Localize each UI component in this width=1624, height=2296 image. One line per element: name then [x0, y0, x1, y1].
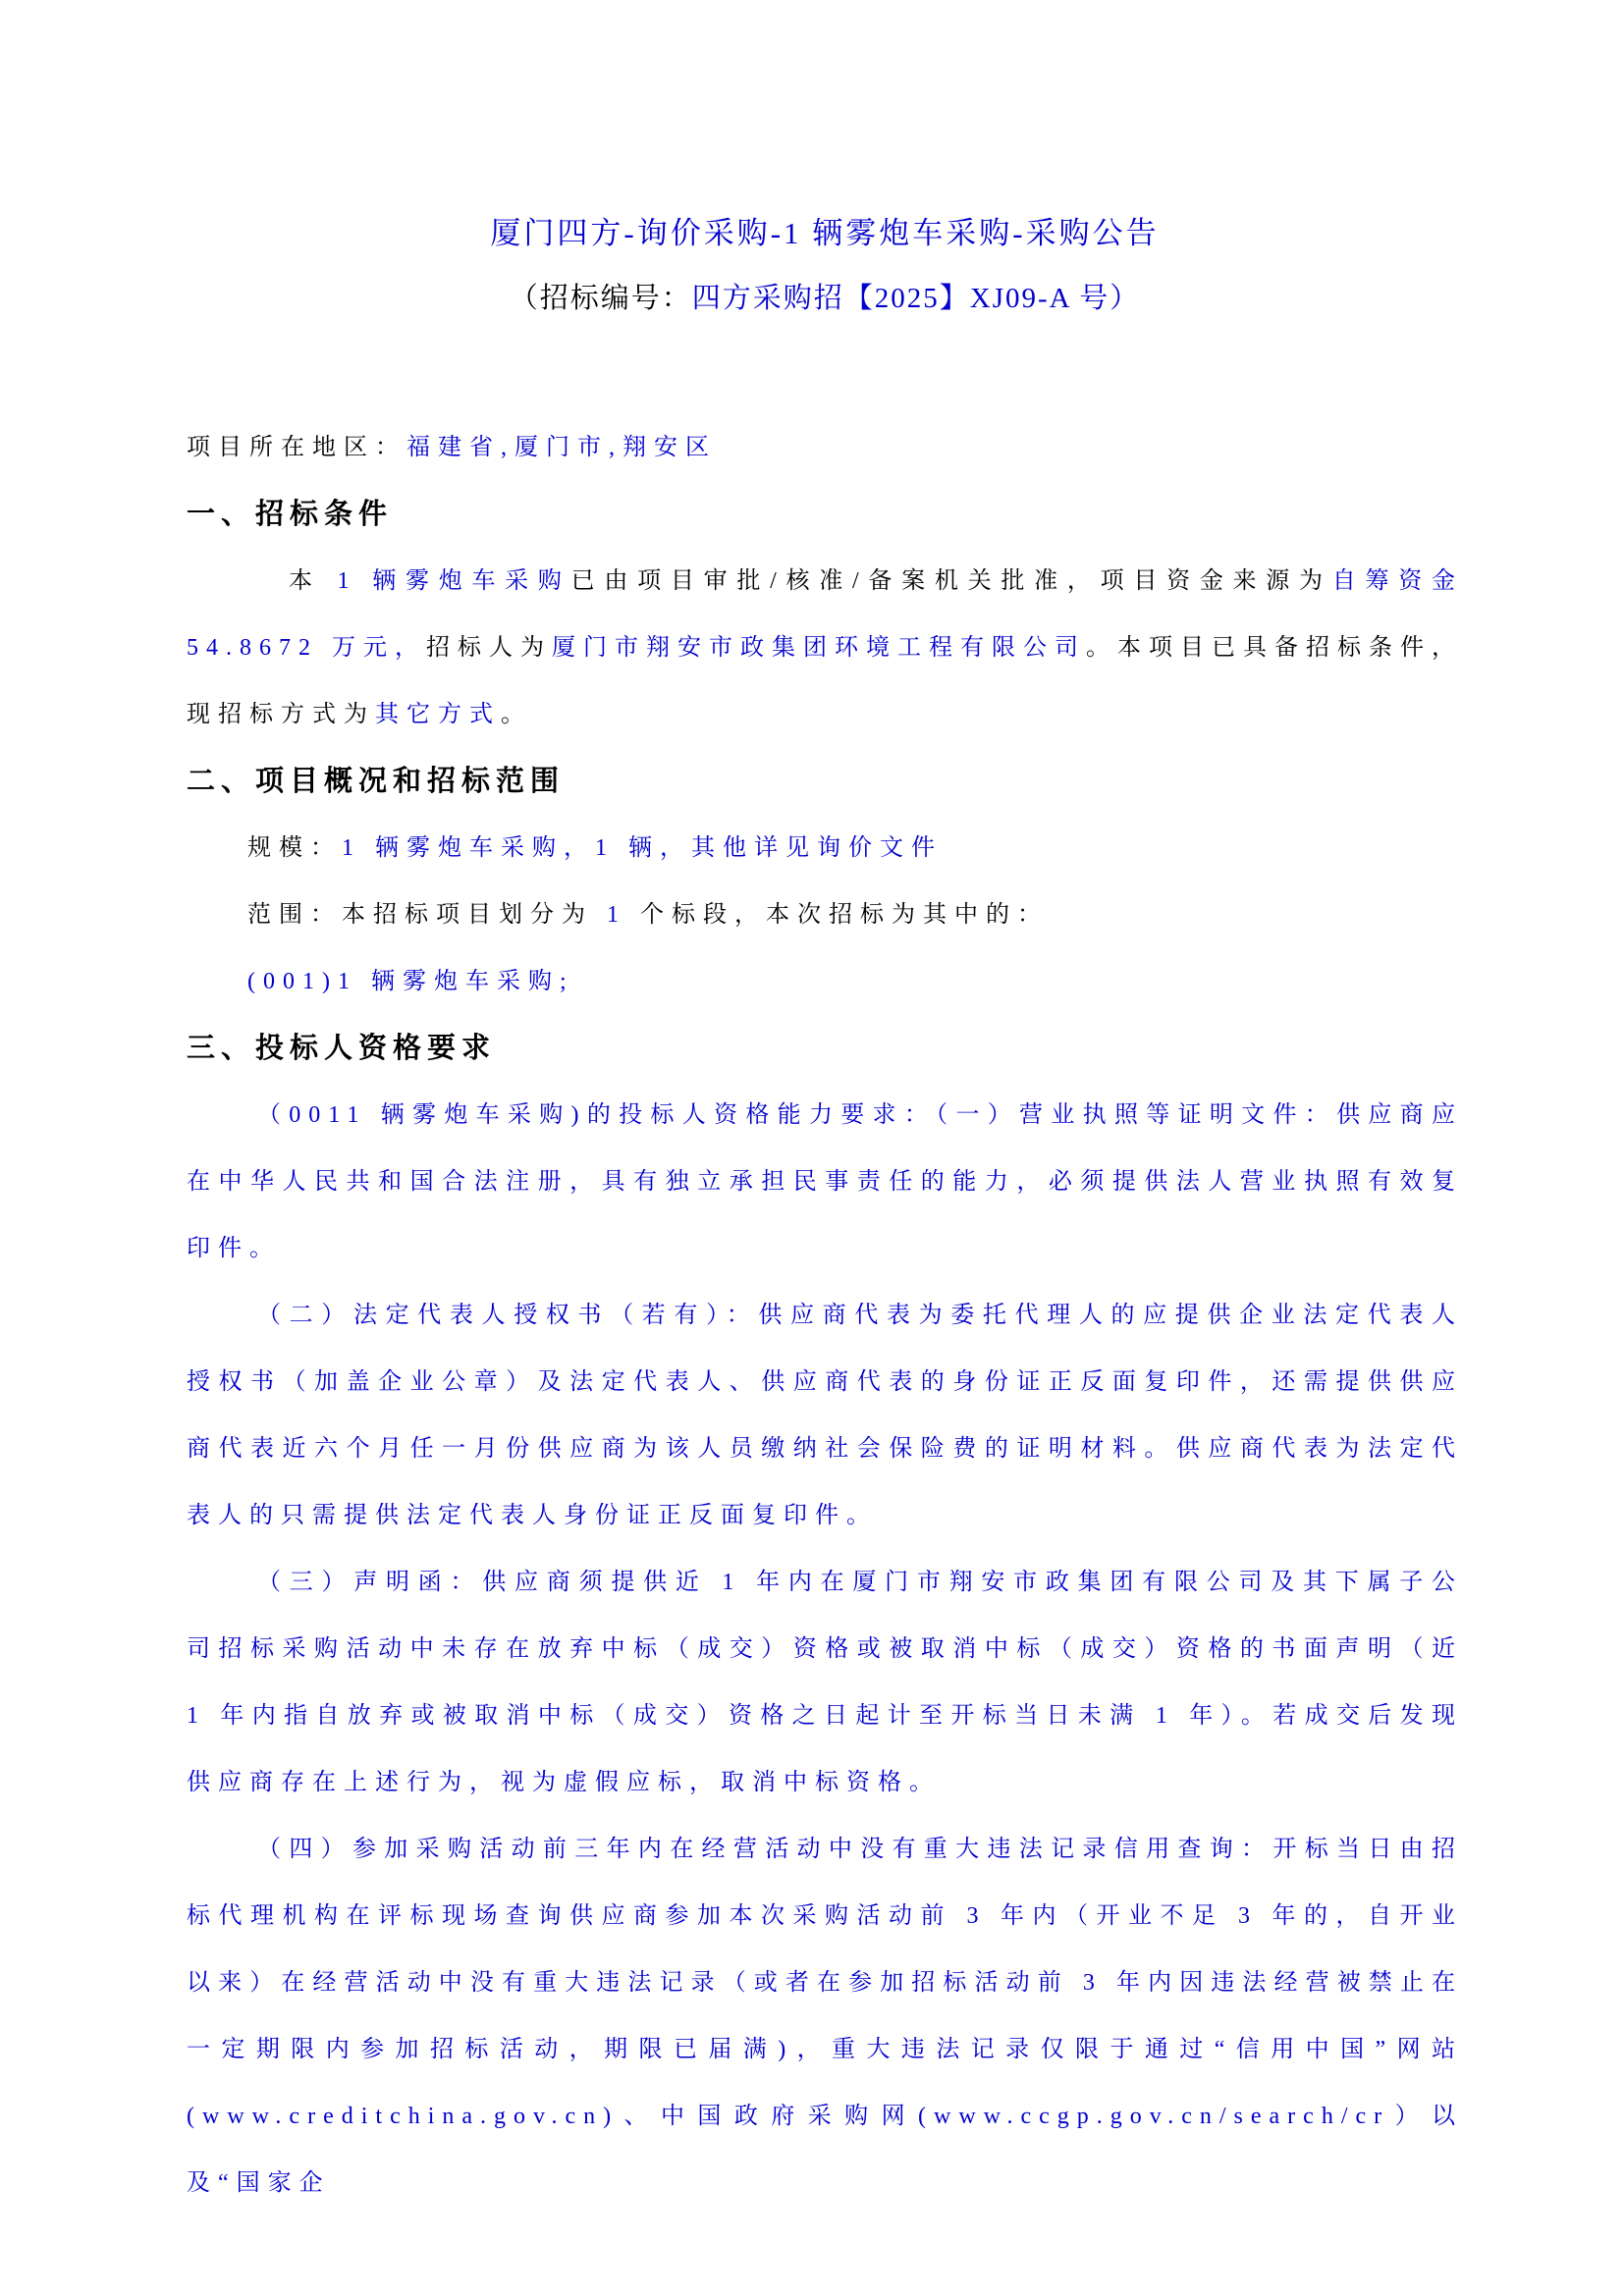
document-subtitle: [187, 266, 1463, 331]
text-segment: 项目所在地区：: [187, 435, 406, 460]
section-1-heading: 一、招标条件: [187, 499, 394, 530]
section-3-heading: 三、投标人资格要求: [187, 1033, 497, 1064]
scale-line: [187, 815, 1463, 881]
text-segment: (001)1 辆雾炮车采购;: [247, 969, 574, 994]
qualification-item-2-paragraph: [187, 1282, 1463, 1549]
scope-line: [187, 881, 1463, 948]
document-body: [187, 414, 1463, 2216]
text-segment: 范围：本招标项目划分为: [247, 902, 607, 928]
text-segment: 其它方式: [375, 702, 501, 727]
qualification-item-3-paragraph: [187, 1549, 1463, 1816]
text-segment: 招标人为: [426, 635, 552, 661]
text-segment: 规模：: [247, 835, 342, 861]
text-segment: 已由项目审批/核准/备案机关批准，项目资金来源为: [570, 568, 1332, 594]
text-segment: 1 辆雾炮车采购: [337, 568, 571, 594]
lot-001-line: [187, 948, 1463, 1015]
qualification-item-1-paragraph: [187, 1082, 1463, 1282]
text-segment: 。: [501, 702, 532, 727]
section-2-heading: 二、项目概况和招标范围: [187, 766, 566, 797]
text-segment: （四）参加采购活动前三年内在经营活动中没有重大违法记录信用查询：开标当日由招标代理机构在评标现场查询供应商参加本次采购活动前 3 年内（开业不足 3 年的，自开业以来）在经营活动中没有重大违法记录（或者在参加招标活动前 3 年内因违法经营被禁止在一定期限内参加招标活动，期限已届满)，重大违法记录仅限于通过“信用中国”网站(www.creditchina.gov.cn)、中国政府采购网(www.ccgp.gov.cn/search/cr）以及“国家企: [187, 1837, 1463, 2196]
text-segment: 。本项目已具备招标条件，现招标方式为: [187, 635, 1463, 727]
text-segment: 1 辆雾炮车采购，1 辆，其他详见询价文件: [342, 835, 943, 861]
text-segment: （三）声明函：供应商须提供近 1 年内在厦门市翔安市政集团有限公司及其下属子公司招标采购活动中未存在放弃中标（成交）资格或被取消中标（成交）资格的书面声明（近 1 年内指自放弃或被取消中标（成交）资格之日起计至开标当日未满 1 年）。若成交后发现供应商存在上述行为，视为虚假应标，取消中标资格。: [187, 1570, 1463, 1795]
text-segment: 福建省,厦门市,翔安区: [406, 435, 717, 460]
text-segment: （0011 辆雾炮车采购)的投标人资格能力要求：（一）营业执照等证明文件：供应商应在中华人民共和国合法注册，具有独立承担民事责任的能力，必须提供法人营业执照有效复印件。: [187, 1102, 1463, 1261]
text-segment: 自筹资金 54.8672 万元，: [187, 568, 1464, 661]
document-title: 厦门四方-询价采购-1 辆雾炮车采购-采购公告: [490, 216, 1160, 250]
text-segment: （招标编号：: [509, 283, 692, 314]
text-segment: 四方采购招【2025】XJ09-A 号）: [691, 283, 1141, 314]
section-1-paragraph: [187, 548, 1463, 748]
text-segment: （二）法定代表人授权书（若有）：供应商代表为委托代理人的应提供企业法定代表人授权书（加盖企业公章）及法定代表人、供应商代表的身份证正反面复印件，还需提供供应商代表近六个月任一月份供应商为该人员缴纳社会保险费的证明材料。供应商代表为法定代表人的只需提供法定代表人身份证正反面复印件。: [187, 1303, 1463, 1528]
text-segment: 本: [289, 568, 338, 594]
text-segment: 1: [607, 902, 626, 928]
text-segment: 个标段，本次招标为其中的：: [626, 902, 1049, 928]
project-location-line: [187, 414, 1463, 481]
text-segment: 厦门市翔安市政集团环境工程有限公司: [552, 635, 1086, 661]
qualification-item-4-paragraph: [187, 1816, 1463, 2216]
